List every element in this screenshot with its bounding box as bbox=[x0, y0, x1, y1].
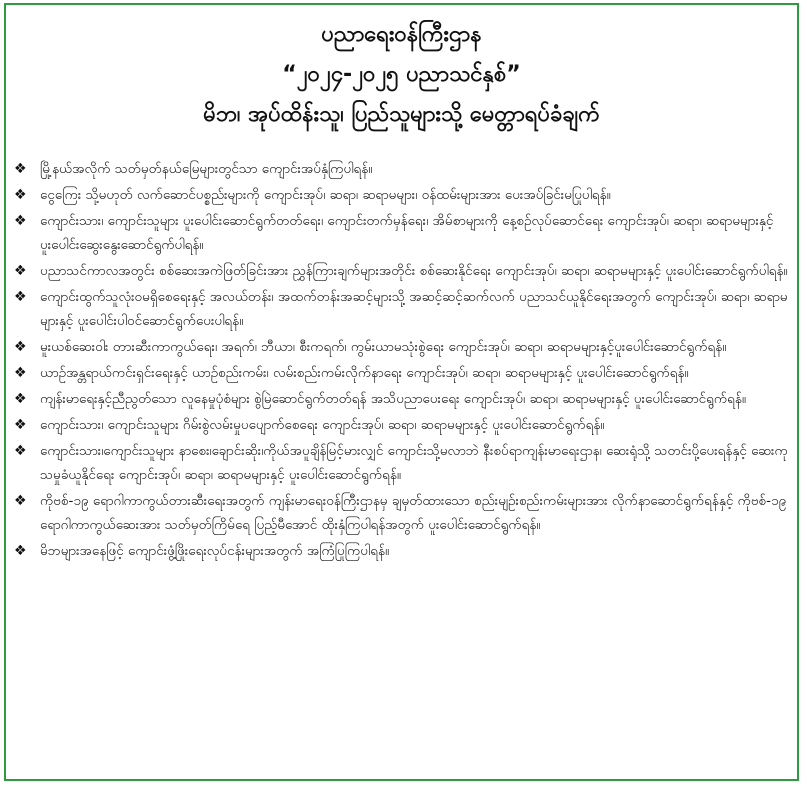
list-item-text: ကျောင်းသား၊ ကျောင်းသူများ ပူးပေါင်းဆောင်ရွက်တတ်ရေး၊ ကျောင်းတက်မှန်ရေး၊ အိမ်စာများကို နေ့စဉ်လုပ်ဆောင်ရေး ကျောင်းအုပ်၊ ဆရာ၊ ဆရာမများနှင့် ပူးပေါင်းဆွေးနွေးဆောင်ရွက်ပါရန်။ bbox=[40, 213, 774, 253]
academic-year-title: “၂၀၂၄-၂၀၂၅ ပညာသင်နှစ်” bbox=[282, 62, 521, 87]
diamond-bullet-icon: ❖ bbox=[14, 263, 27, 279]
list-item bbox=[14, 439, 789, 487]
list-item-text: ပညာသင်ကာလအတွင်း စစ်ဆေးအကဲဖြတ်ခြင်းအား ညွှန်ကြားချက်များအတိုင်း စစ်ဆေးနိုင်ရေး ကျောင်းအုပ်၊ ဆရာ၊ ဆရာမများနှင့် ပူးပေါင်းဆောင်ရွက်ပါရန်။ bbox=[40, 263, 788, 279]
diamond-bullet-icon: ❖ bbox=[14, 443, 27, 459]
appeal-title: မိဘ၊ အုပ်ထိန်းသူ၊ ပြည်သူများသို့ မေတ္တာရပ်ခံချက် bbox=[203, 102, 600, 127]
list-item-text: ယာဉ်အန္တရာယ်ကင်းရှင်းရေးနှင့် ယာဉ်စည်းကမ်း၊ လမ်းစည်းကမ်းလိုက်နာရေး ကျောင်းအုပ်၊ ဆရာ၊ ဆရာမများနှင့် ပူးပေါင်းဆောင်ရွက်ရန်။ bbox=[40, 365, 689, 381]
list-item-text: ငွေကြေး သို့မဟုတ် လက်ဆောင်ပစ္စည်းများကို ကျောင်းအုပ်၊ ဆရာ၊ ဆရာမများ၊ ဝန်ထမ်းများအား ပေးအပ်ခြင်းမပြုပါရန်။ bbox=[40, 187, 611, 203]
notice-frame bbox=[4, 3, 799, 781]
ministry-title: ပညာရေးဝန်ကြီးဌာန bbox=[321, 22, 482, 47]
list-item bbox=[14, 285, 789, 333]
list-item bbox=[14, 335, 789, 359]
diamond-bullet-icon: ❖ bbox=[14, 493, 27, 509]
list-item bbox=[14, 259, 789, 283]
list-item-text: မိဘများအနေဖြင့် ကျောင်းဖွံ့ဖြိုးရေးလုပ်ငန်းများအတွက် အကြံပြုကြပါရန်။ bbox=[40, 543, 390, 559]
list-item bbox=[14, 361, 789, 385]
list-item-text: ကျောင်းသား၊ ကျောင်းသူများ ဂိမ်းစွဲလမ်းမှုပပျောက်စေရေး ကျောင်းအုပ်၊ ဆရာ၊ ဆရာမများနှင့် ပူးပေါင်းဆောင်ရွက်ရန်။ bbox=[40, 417, 605, 433]
diamond-bullet-icon: ❖ bbox=[14, 365, 27, 381]
list-item bbox=[14, 209, 789, 257]
notice-header bbox=[6, 5, 797, 135]
diamond-bullet-icon: ❖ bbox=[14, 187, 27, 203]
list-item bbox=[14, 387, 789, 411]
diamond-bullet-icon: ❖ bbox=[14, 391, 27, 407]
diamond-bullet-icon: ❖ bbox=[14, 543, 27, 559]
list-item bbox=[14, 539, 789, 563]
list-item-text: ကျောင်းသား၊ကျောင်းသူများ နာစေး၊ချောင်းဆိုး၊ကိုယ်အပူချိန်မြင့်မားလျှင် ကျောင်းသို့မလာဘဲ နီးစပ်ရာကျန်းမာရေးဌာန၊ ဆေးရုံသို့ သတင်းပို့ပေးရန်နှင့် ဆေးကုသမှုခံယူနိုင်ရေး ကျောင်းအုပ်၊ ဆရာ၊ ဆရာမများနှင့် ပူးပေါင်းဆောင်ရွက်ရန်။ bbox=[40, 443, 788, 483]
list-item bbox=[14, 157, 789, 181]
diamond-bullet-icon: ❖ bbox=[14, 417, 27, 433]
diamond-bullet-icon: ❖ bbox=[14, 213, 27, 229]
list-item-text: ကျောင်းထွက်သူလုံးဝမရှိစေရေးနှင့် အလယ်တန်း၊ အထက်တန်းအဆင့်များသို့ အဆင့်ဆင့်ဆက်လက် ပညာသင်ယူနိုင်ရေးအတွက် ကျောင်းအုပ်၊ ဆရာ၊ ဆရာမများနှင့် ပူးပေါင်းပါဝင်ဆောင်ရွက်ပေးပါရန်။ bbox=[40, 289, 788, 329]
list-item-text: မူးယစ်ဆေးဝါး တားဆီးကာကွယ်ရေး၊ အရက်၊ ဘီယာ၊ စီးကရက်၊ ကွမ်းယာမသုံးစွဲရေး ကျောင်းအုပ်၊ ဆရာ၊ ဆရာမများနှင့်ပူးပေါင်းဆောင်ရွက်ရန်။ bbox=[40, 339, 727, 355]
appeal-list bbox=[14, 157, 789, 565]
list-item-text: ကိုဗစ်-၁၉ ရောဂါကာကွယ်တားဆီးရေးအတွက် ကျန်းမာရေးဝန်ကြီးဌာနမှ ချမှတ်ထားသော စည်းမျဉ်းစည်းကမ်းများအား လိုက်နာဆောင်ရွက်ရန်နှင့် ကိုဗစ်-၁၉ ရောဂါကာကွယ်ဆေးအား သတ်မှတ်ကြိမ်ရေ ပြည့်မီအောင် ထိုးနှံကြပါရန်အတွက် ပူးပေါင်းဆောင်ရွက်ရန်။ bbox=[40, 493, 787, 533]
diamond-bullet-icon: ❖ bbox=[14, 339, 27, 355]
list-item bbox=[14, 183, 789, 207]
diamond-bullet-icon: ❖ bbox=[14, 161, 27, 177]
list-item bbox=[14, 489, 789, 537]
diamond-bullet-icon: ❖ bbox=[14, 289, 27, 305]
list-item-text: ကျန်းမာရေးနှင့်ညီညွတ်သော လူနေမှုပုံစံများ စွဲမြဲဆောင်ရွက်တတ်ရန် အသိပညာပေးရေး ကျောင်းအုပ်၊ ဆရာ၊ ဆရာမများနှင့် ပူးပေါင်းဆောင်ရွက်ရန်။ bbox=[40, 391, 746, 407]
list-item-text: မြို့နယ်အလိုက် သတ်မှတ်နယ်မြေများတွင်သာ ကျောင်းအပ်နှံကြပါရန်။ bbox=[40, 161, 373, 177]
list-item bbox=[14, 413, 789, 437]
